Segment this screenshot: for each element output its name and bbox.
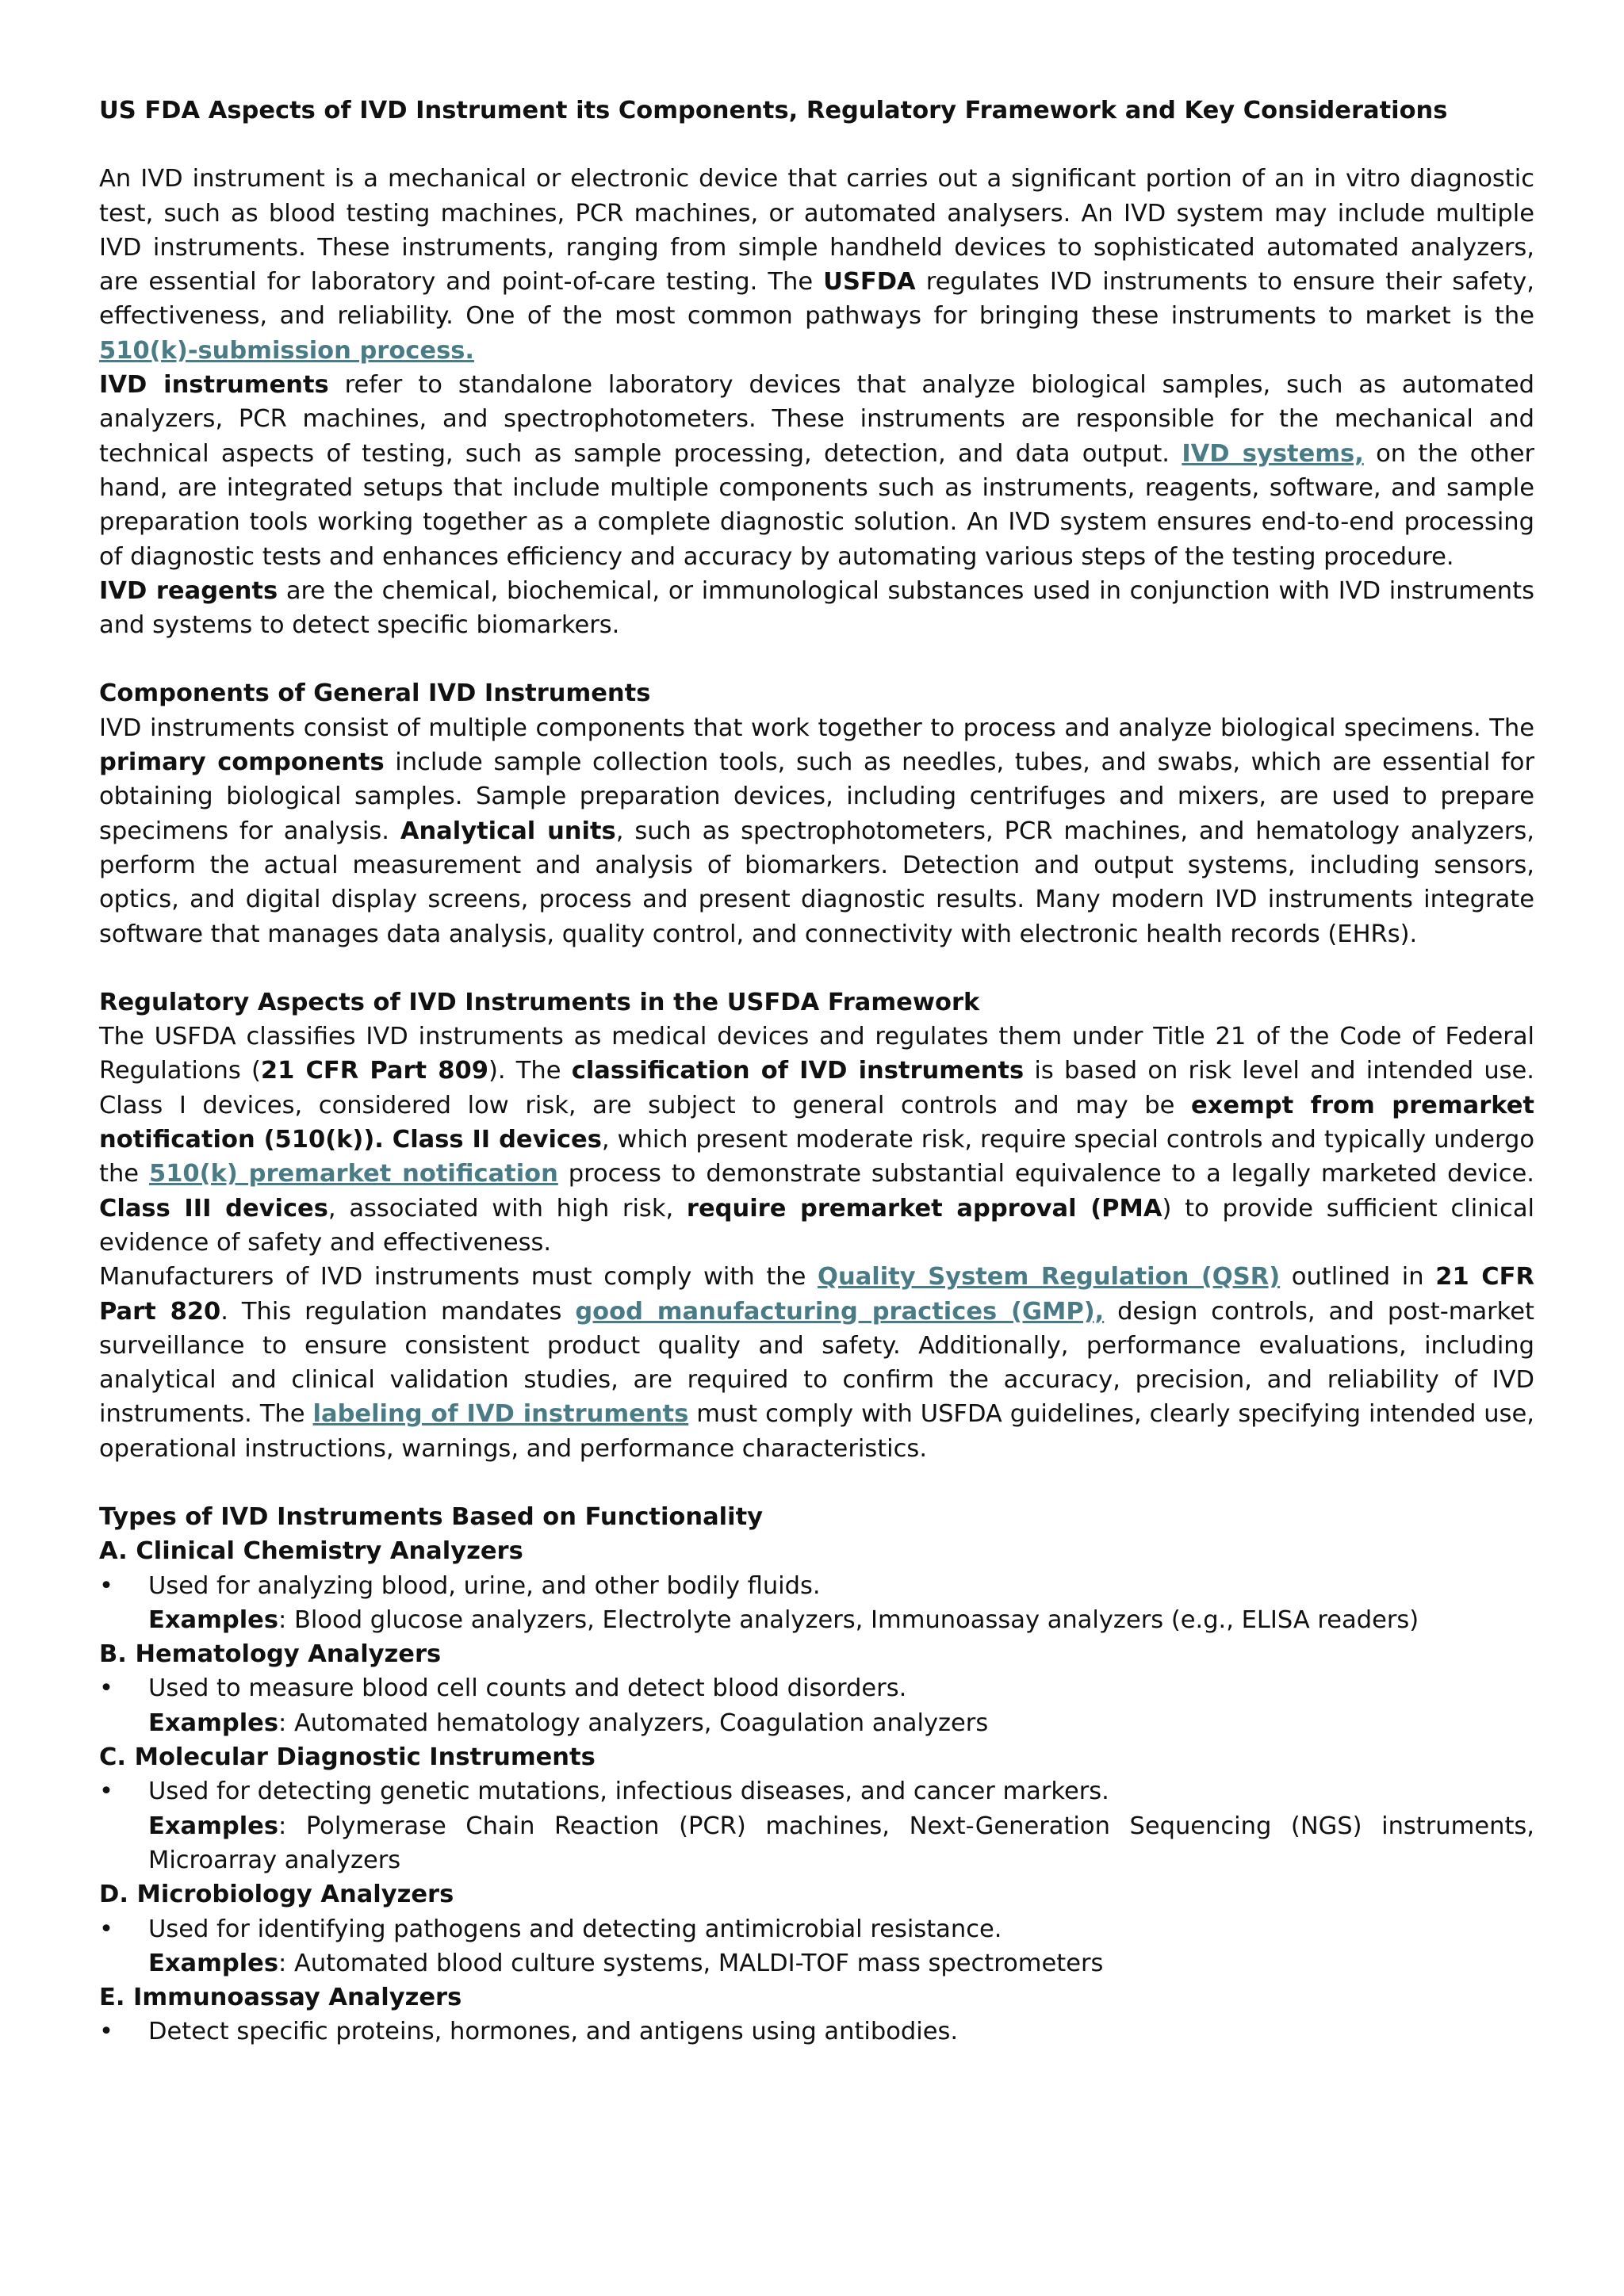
bold-text: Analytical units bbox=[400, 817, 616, 845]
examples-line bbox=[99, 1809, 1534, 1878]
text: , associated with high risk, bbox=[327, 1194, 687, 1223]
examples-line bbox=[99, 1946, 1534, 1980]
link-quality-system-regulation[interactable]: Quality System Regulation (QSR) bbox=[818, 1263, 1281, 1292]
list-item-text: Used to measure blood cell counts and detect blood disorders. bbox=[148, 1674, 907, 1703]
list-item-text: Used for analyzing blood, urine, and other bodily fluids. bbox=[148, 1571, 821, 1600]
link-good-manufacturing-practices[interactable]: good manufacturing practices (GMP), bbox=[575, 1297, 1105, 1326]
ivd-reagents-paragraph bbox=[99, 574, 1534, 643]
text: An IVD instrument is a mechanical or electronic device that carries out a significant portion of an in vitro diagnostic test, such as blood testing machines, PCR machines, or automated analysers. An IVD system may include multiple IVD instruments. These instruments, ranging from simple handheld devices to sophisticated automated analyzers, are essential for laboratory and point-of-care testing. The bbox=[99, 165, 1534, 297]
link-510k-premarket-notification[interactable]: 510(k) premarket notification bbox=[148, 1160, 558, 1188]
type-e-heading: E. Immunoassay Analyzers bbox=[99, 1984, 462, 2012]
link-510k-submission[interactable]: 510(k)-submission process. bbox=[99, 336, 474, 365]
text: regulates IVD instruments to ensure their safety, effectiveness, and reliability. One of the most common pathways for bringing these instruments to market is the bbox=[99, 268, 1535, 331]
text: , such as spectrophotometers, PCR machines, and hematology analyzers, perform the actual measurement and analysis of biomarkers. Detection and output systems, including sensors, optics, and digital display screens, process and present diagnostic results. Many modern IVD instruments integrate software that manages data analysis, quality control, and connectivity with electronic health records (EHRs). bbox=[99, 817, 1534, 948]
text: include sample collection tools, such as needles, tubes, and swabs, which are essential for obtaining biological samples. Sample preparation devices, including centrifuges and mixers, are used to prepare specimens for analysis. bbox=[99, 748, 1534, 845]
bold-text: Class III devices bbox=[99, 1194, 328, 1223]
regulatory-heading: Regulatory Aspects of IVD Instruments in the USFDA Framework bbox=[99, 988, 980, 1016]
bold-text: require premarket approval (PMA bbox=[686, 1194, 1162, 1223]
examples-label: Examples bbox=[148, 1812, 278, 1840]
examples-text: : Blood glucose analyzers, Electrolyte analyzers, Immunoassay analyzers (e.g., ELISA readers) bbox=[278, 1605, 1419, 1634]
document-page bbox=[99, 94, 1534, 2049]
text: ). The bbox=[488, 1057, 572, 1085]
bullet-icon: • bbox=[99, 1571, 113, 1600]
list-item-text: Used for detecting genetic mutations, infectious diseases, and cancer markers. bbox=[148, 1777, 1109, 1806]
bullet-icon: • bbox=[99, 1777, 113, 1806]
page-title: US FDA Aspects of IVD Instrument its Components, Regulatory Framework and Key Considerations bbox=[99, 97, 1448, 124]
type-c-heading: C. Molecular Diagnostic Instruments bbox=[99, 1743, 596, 1772]
examples-label: Examples bbox=[148, 1605, 278, 1634]
text: ) to provide sufficient clinical evidence of safety and effectiveness. bbox=[99, 1194, 1534, 1257]
examples-text: : Polymerase Chain Reaction (PCR) machines, Next-Generation Sequencing (NGS) instruments, Microarray analyzers bbox=[148, 1812, 1534, 1874]
link-labeling-ivd-instruments[interactable]: labeling of IVD instruments bbox=[312, 1400, 689, 1429]
text: . This regulation mandates bbox=[220, 1297, 576, 1326]
list-item-text: Used for identifying pathogens and detecting antimicrobial resistance. bbox=[148, 1915, 1002, 1943]
text: process to demonstrate substantial equivalence to a legally marketed device. bbox=[557, 1160, 1535, 1188]
text: The USFDA classifies IVD instruments as medical devices and regulates them under Title 21 of the Code of Federal Regulations ( bbox=[99, 1023, 1534, 1085]
regulatory-paragraph-1 bbox=[99, 1020, 1534, 1260]
type-b-heading: B. Hematology Analyzers bbox=[99, 1640, 442, 1669]
bold-text: exempt from premarket notification (510(k)). Class II devices bbox=[99, 1091, 1534, 1154]
examples-label: Examples bbox=[148, 1709, 278, 1737]
spacer bbox=[99, 951, 1534, 985]
components-heading: Components of General IVD Instruments bbox=[99, 679, 651, 708]
type-a-heading: A. Clinical Chemistry Analyzers bbox=[99, 1537, 523, 1566]
examples-text: : Automated hematology analyzers, Coagulation analyzers bbox=[278, 1709, 989, 1737]
spacer bbox=[99, 128, 1534, 162]
text: must comply with USFDA guidelines, clearly specifying intended use, operational instructions, warnings, and performance characteristics. bbox=[99, 1400, 1534, 1463]
text: is based on risk level and intended use. Class I devices, considered low risk, are subject to general controls and may be bbox=[99, 1057, 1535, 1119]
examples-label: Examples bbox=[148, 1949, 278, 1977]
bold-text: 21 CFR Part 809 bbox=[260, 1057, 488, 1085]
text: design controls, and post-market surveillance to ensure consistent product quality and safety. Additionally, performance evaluations, including analytical and clinical validation studies, are required to confirm the accuracy, precision, and reliability of IVD instruments. The bbox=[99, 1297, 1534, 1429]
spacer bbox=[99, 1466, 1534, 1500]
usfda-bold: USFDA bbox=[823, 268, 916, 297]
bold-text: 21 CFR Part 820 bbox=[99, 1263, 1534, 1326]
list-item bbox=[99, 1671, 1534, 1705]
list-item bbox=[99, 1912, 1534, 1946]
link-ivd-systems[interactable]: IVD systems, bbox=[1182, 439, 1364, 468]
ivd-reagents-bold: IVD reagents bbox=[99, 576, 278, 605]
text: are the chemical, biochemical, or immunological substances used in conjunction with IVD instruments and systems to detect specific biomarkers. bbox=[99, 576, 1534, 640]
ivd-instruments-bold: IVD instruments bbox=[99, 371, 329, 400]
type-d-heading: D. Microbiology Analyzers bbox=[99, 1881, 454, 1909]
examples-line bbox=[99, 1706, 1534, 1740]
list-item bbox=[99, 2015, 1534, 2049]
bullet-icon: • bbox=[99, 1674, 113, 1703]
bullet-icon: • bbox=[99, 1915, 113, 1943]
list-item bbox=[99, 1774, 1534, 1808]
types-heading: Types of IVD Instruments Based on Functionality bbox=[99, 1502, 764, 1531]
ivd-instruments-paragraph bbox=[99, 368, 1534, 574]
list-item-text: Detect specific proteins, hormones, and antigens using antibodies. bbox=[148, 2018, 959, 2046]
bullet-icon: • bbox=[99, 2018, 113, 2046]
regulatory-paragraph-2 bbox=[99, 1260, 1534, 1466]
bold-text: primary components bbox=[99, 748, 385, 777]
bold-text: classification of IVD instruments bbox=[571, 1057, 1025, 1085]
examples-line bbox=[99, 1603, 1534, 1637]
text: on the other hand, are integrated setups that include multiple components such as instruments, reagents, software, and sample preparation tools working together as a complete diagnostic solution. An IVD system ensures end-to-end processing of diagnostic tests and enhances efficiency and accuracy by automating various steps of the testing procedure. bbox=[99, 439, 1535, 571]
spacer bbox=[99, 642, 1534, 676]
text: refer to standalone laboratory devices that analyze biological samples, such as automated analyzers, PCR machines, and spectrophotometers. These instruments are responsible for the mechanical and technical aspects of testing, such as sample processing, detection, and data output. bbox=[99, 371, 1535, 468]
text: IVD instruments consist of multiple components that work together to process and analyze biological specimens. The bbox=[99, 714, 1534, 742]
list-item bbox=[99, 1569, 1534, 1603]
intro-paragraph bbox=[99, 162, 1534, 368]
examples-text: : Automated blood culture systems, MALDI-TOF mass spectrometers bbox=[278, 1949, 1104, 1977]
text: Manufacturers of IVD instruments must comply with the bbox=[99, 1263, 818, 1292]
text: , which present moderate risk, require special controls and typically undergo the bbox=[99, 1126, 1534, 1188]
text: outlined in bbox=[1280, 1263, 1436, 1292]
components-paragraph bbox=[99, 711, 1534, 951]
